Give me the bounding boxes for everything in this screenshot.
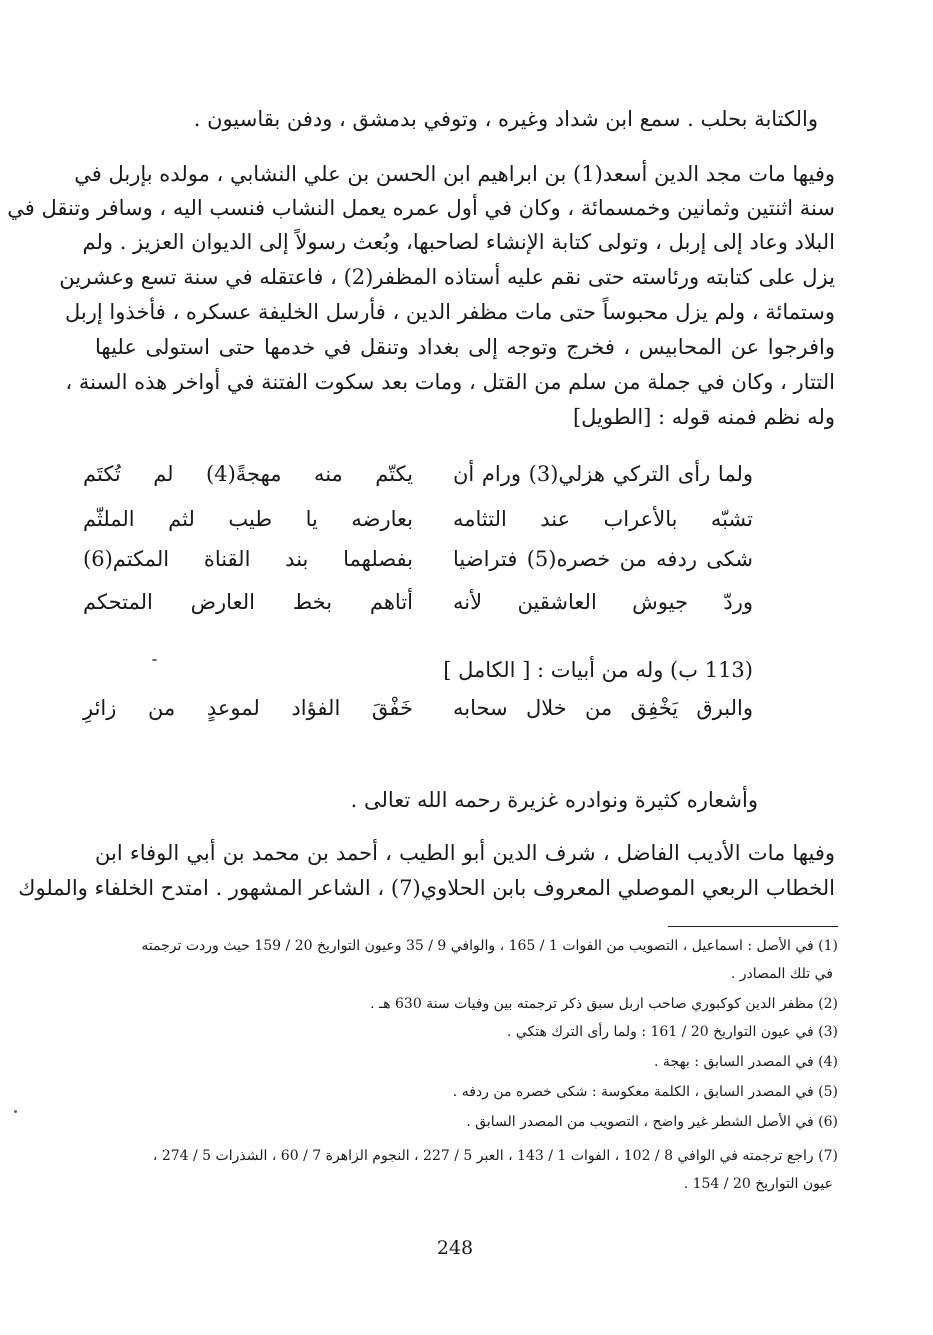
closing-line: وأشعاره كثيرة ونوادره غزيرة رحمه الله تعالى . [350,788,758,812]
footnote-5: (5) في المصدر السابق ، الكلمة معكوسة : شكى خصره من ردفه . [452,1084,838,1100]
paragraph2-line-2: الخطاب الربعي الموصلي المعروف بابن الحلاوي(7) ، الشاعر المشهور . امتدح الخلفاء والملوك [18,876,835,900]
footnote-3: (3) في عيون التواريخ 20 / 161 : ولما رأى الترك هتكي . [506,1024,838,1040]
paragraph1-line-1: وفيها مات مجد الدين أسعد(1) بن ابراهيم ابن الحسن بن علي النشابي ، مولده بإربل في [74,162,835,186]
poem2-verse1-right: والبرق يَخْفِق من خلال سحابه [453,696,753,720]
poem2-intro: (113 ب) وله من أبيات : [ الكامل ] [443,658,753,682]
paragraph1-line-8: وله نظم فمنه قوله : [الطويل] [572,405,835,429]
footnote-separator [668,926,838,927]
poem1-verse2-left: بعارضه يا طيب لثم الملثّم [83,507,413,531]
paragraph1-line-3: البلاد وعاد إلى إربل ، وتولى كتابة الإنشاء لصاحبها، وبُعث رسولاً إلى الديوان العزيز . ولم [82,230,835,254]
footnote-6: (6) في الأصل الشطر غير واضح ، التصويب من المصدر السابق . [466,1114,838,1130]
paragraph1-line-5: وستمائة ، ولم يزل محبوساً حتى مات مظفر الدين ، فأرسل الخليفة عسكره ، فأخذوا إربل [64,300,835,324]
paragraph1-line-2: سنة اثنتين وثمانين وخمسمائة ، وكان في أول عمره يعمل النشاب فنسب اليه ، وسافر وتنقل في [7,196,835,220]
poem1-verse2-right: تشبّه بالأعراب عند التثامه [453,507,753,531]
paragraph1-line-7: التتار ، وكان في جملة من سلم من القتل ، ومات بعد سكوت الفتنة في أواخر هذه السنة ، [65,370,835,394]
paragraph1-line-6: وافرجوا عن المحابيس ، فخرج وتوجه إلى بغداد وتنقل في خدمها حتى استولى عليها [95,335,836,359]
poem2-verse1-left: خَفْقَ الفؤاد لموعدٍ من زائرِ [83,696,413,720]
poem1-verse3-left: بفصلهما بند القناة المكتم(6) [83,547,413,571]
paragraph1-line-4: يزل على كتابته ورئاسته حتى نقم عليه أستاذه المظفر(2) ، فاعتقله في سنة تسع وعشرين [59,265,835,289]
speck-1 [152,659,157,661]
poem1-verse3-right: شكى ردفه من خصره(5) فتراضيا [453,547,753,571]
speck-2 [14,1110,17,1113]
footnote-2: (2) مظفر الدين كوكبوري صاحب اربل سبق ذكر ترجمته بين وفيات سنة 630 هـ . [370,996,838,1012]
footnote-1: (1) في الأصل : اسماعيل ، التصويب من الفوات 1 / 165 ، والوافي 9 / 35 وعيون التواريخ 20 / 159 حيث وردت ترجمته [141,938,838,954]
page-number: 248 [436,1237,474,1259]
paragraph2-line-1: وفيها مات الأديب الفاضل ، شرف الدين أبو الطيب ، أحمد بن محمد بن أبي الوفاء ابن [95,841,835,865]
poem1-verse1-right: ولما رأى التركي هزلي(3) ورام أن [453,462,753,486]
top-line: والكتابة بحلب . سمع ابن شداد وغيره ، وتوفي بدمشق ، ودفن بقاسيون . [193,107,818,131]
footnote-1-cont: في تلك المصادر . [730,966,833,982]
footnote-4: (4) في المصدر السابق : بهجة . [654,1054,838,1070]
footnote-7: (7) راجع ترجمته في الوافي 8 / 102 ، الفوات 1 / 143 ، العبر 5 / 227 ، النجوم الزاهرة 7 / 60 ، الشذرات 5 / 274 ، [152,1148,838,1164]
poem1-verse4-right: وردّ جيوش العاشقين لأنه [453,590,753,614]
poem1-verse1-left: يكتّم منه مهجةً(4) لم تُكتَم [83,462,413,486]
poem1-verse4-left: أتاهم بخط العارض المتحكم [83,590,413,614]
footnote-7-cont: عيون التواريخ 20 / 154 . [683,1176,833,1192]
